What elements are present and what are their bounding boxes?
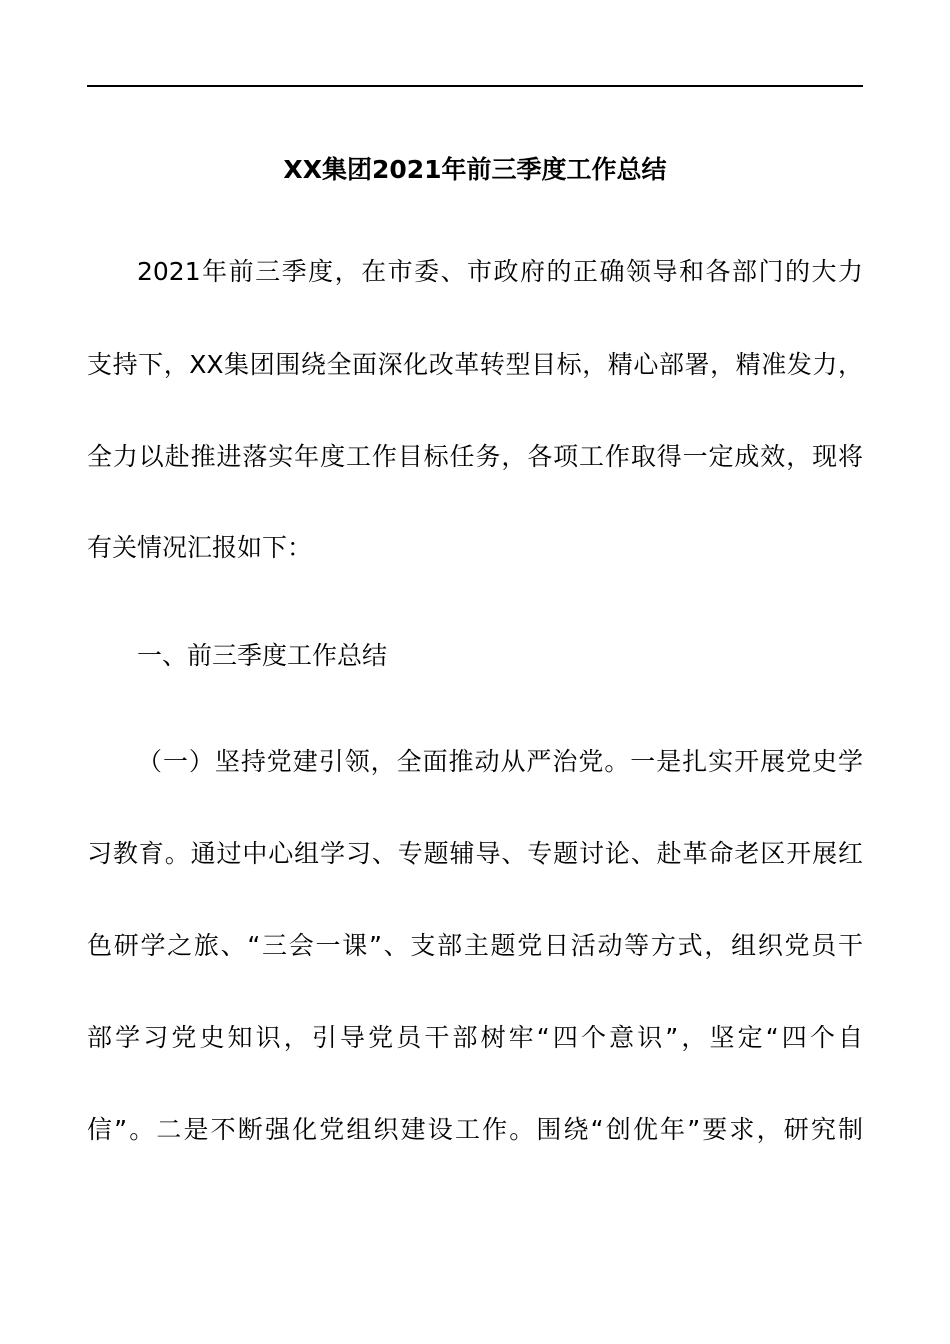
paragraph-line: 2021年前三季度，在市委、市政府的正确领导和各部门的大力 xyxy=(137,257,863,286)
paragraph-line: 支持下，XX集团围绕全面深化改革转型目标，精心部署，精准发力， xyxy=(87,350,863,379)
paragraph-line: 习教育。通过中心组学习、专题辅导、专题讨论、赴革命老区开展红 xyxy=(87,839,863,868)
paragraph-line: （一）坚持党建引领，全面推动从严治党。一是扎实开展党史学 xyxy=(137,747,863,776)
section-heading: 一、前三季度工作总结 xyxy=(137,641,388,670)
document-title: XX集团2021年前三季度工作总结 xyxy=(283,155,667,184)
paragraph-line: 色研学之旅、“三会一课”、支部主题党日活动等方式，组织党员干 xyxy=(87,931,863,960)
paragraph-line: 全力以赴推进落实年度工作目标任务，各项工作取得一定成效，现将 xyxy=(87,442,863,471)
paragraph-line: 部学习党史知识，引导党员干部树牢“四个意识”，坚定“四个自 xyxy=(87,1023,863,1052)
paragraph-line: 信”。二是不断强化党组织建设工作。围绕“创优年”要求，研究制 xyxy=(87,1115,863,1144)
paragraph-line: 有关情况汇报如下： xyxy=(87,533,313,562)
header-rule xyxy=(87,85,863,87)
